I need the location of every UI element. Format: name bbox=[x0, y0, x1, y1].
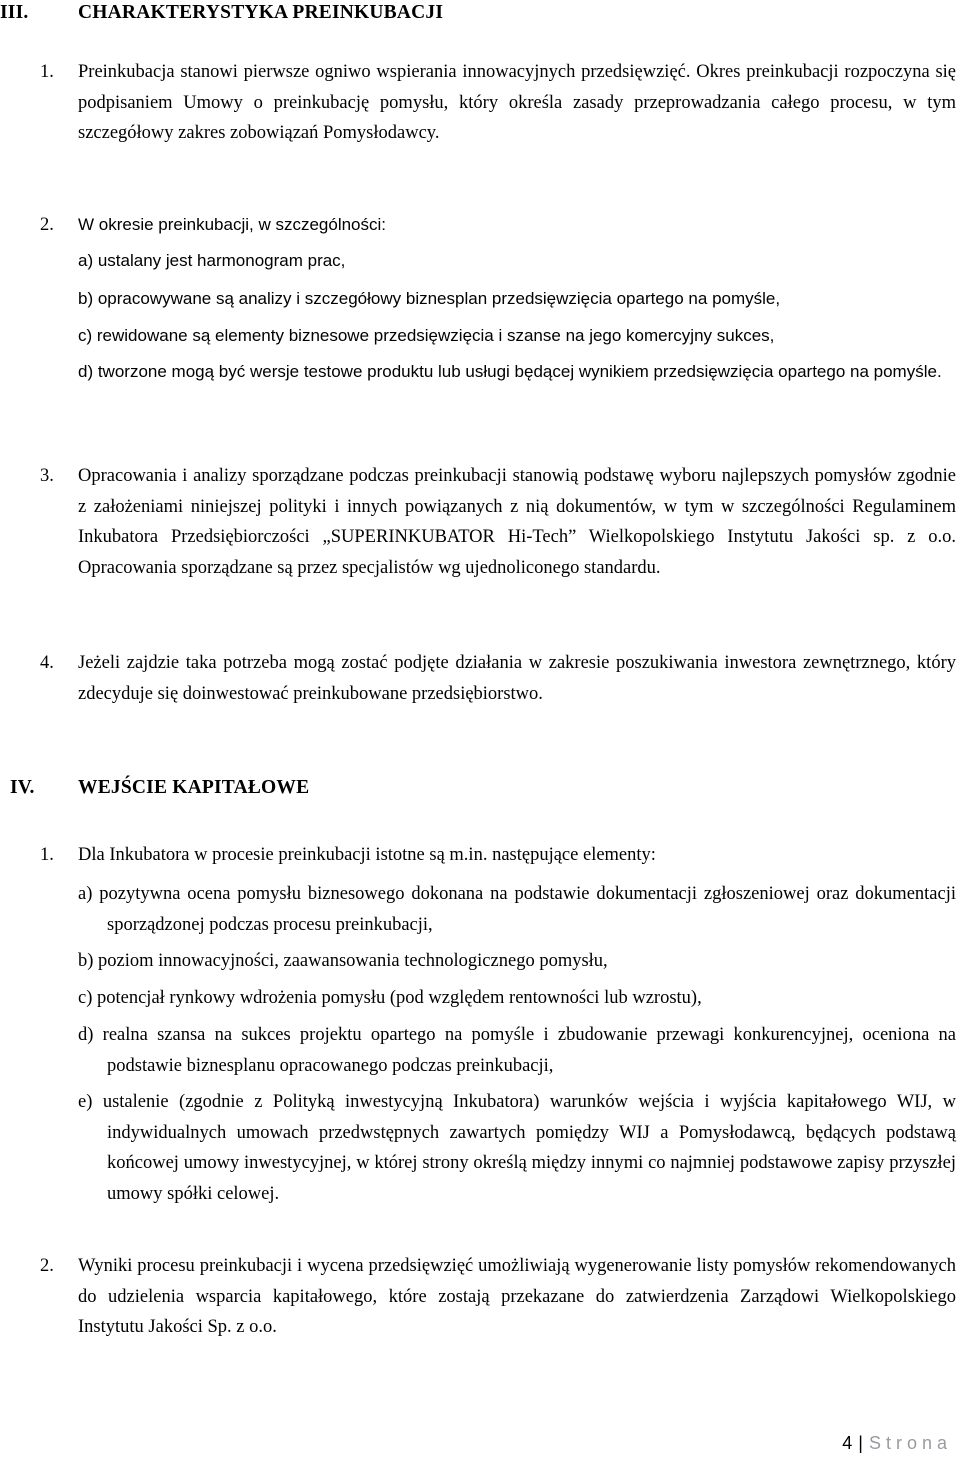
section-4-item-1-sub-c: c) potencjał rynkowy wdrożenia pomysłu (pod względem rentowności lub wzrostu), bbox=[78, 988, 702, 1008]
section-3-item-2-sub-b: b) opracowywane są analizy i szczegółowy biznesplan przedsięwzięcia opartego na pomyśle, bbox=[78, 289, 781, 308]
section-3-title: CHARAKTERYSTYKA PREINKUBACJI bbox=[78, 2, 444, 23]
item-number: 2. bbox=[40, 215, 54, 235]
item-text: Opracowania i analizy sporządzane podczas preinkubacji stanowią podstawę wyboru najlepszych pomysłów zgodnie z założeniami niniejszej polityki i innych powiązanych z nią dokumentów, w tym w szczególności Regulaminem Inkubatora Przedsiębiorczości „SUPERINKUBATOR Hi-Tech” Wielkopolskiego Instytutu Jakości sp. z o.o. Opracowania sporządzane są przez specjalistów wg ujednoliconego standardu. bbox=[78, 466, 956, 578]
section-3-item-2-sub-a: a) ustalany jest harmonogram prac, bbox=[78, 251, 346, 270]
item-number: 1. bbox=[40, 845, 54, 865]
item-text: W okresie preinkubacji, w szczególności: bbox=[78, 215, 387, 234]
section-3-item-2-sub-d: d) tworzone mogą być wersje testowe produktu lub usługi będącej wynikiem przedsięwzięcia opartego na pomyśle. bbox=[78, 362, 942, 381]
footer-separator: | bbox=[858, 1433, 863, 1453]
section-4-item-1-sub-a: a) pozytywna ocena pomysłu biznesowego dokonana na podstawie dokumentacji zgłoszeniowej oraz dokumentacji sporządzonej podczas procesu preinkubacji, bbox=[78, 884, 956, 935]
section-4-item-1-sub-d: d) realna szansa na sukces projektu opartego na pomyśle i zbudowanie przewagi konkurencyjnej, oceniona na podstawie biznesplanu opracowanego podczas preinkubacji, bbox=[78, 1025, 956, 1076]
section-3-item-2-sub-c: c) rewidowane są elementy biznesowe przedsięwzięcia i szanse na jego komercyjny sukces, bbox=[78, 326, 775, 345]
page-number: 4 bbox=[842, 1433, 853, 1453]
item-text: Wyniki procesu preinkubacji i wycena przedsięwzięć umożliwiają wygenerowanie listy pomysłów rekomendowanych do udzielenia wsparcia kapitałowego, które zostają przekazane do zatwierdzenia Zarządowi Wielkopolskiego Instytutu Jakości Sp. z o.o. bbox=[78, 1256, 956, 1337]
item-text: Dla Inkubatora w procesie preinkubacji istotne są m.in. następujące elementy: bbox=[78, 845, 656, 865]
page-word: Strona bbox=[868, 1433, 952, 1453]
item-text: Jeżeli zajdzie taka potrzeba mogą zostać podjęte działania w zakresie poszukiwania inwestora zewnętrznego, który zdecyduje się doinwestować preinkubowane przedsiębiorstwo. bbox=[78, 653, 956, 704]
item-number: 3. bbox=[40, 466, 54, 486]
item-number: 4. bbox=[40, 653, 54, 673]
section-4-item-1-sub-e: e) ustalenie (zgodnie z Polityką inwestycyjną Inkubatora) warunków wejścia i wyjścia kapitałowego WIJ, w indywidualnych umowach przedwstępnych zawartych pomiędzy WIJ a Pomysłodawcą, będących podstawą końcowej umowy inwestycyjnej, w której strony określą między innymi co najmniej podstawowe zapisy przyszłej umowy spółki celowej. bbox=[78, 1092, 956, 1204]
item-number: 2. bbox=[40, 1256, 54, 1276]
section-4-title: WEJŚCIE KAPITAŁOWE bbox=[78, 777, 310, 798]
section-4-item-1-sub-b: b) poziom innowacyjności, zaawansowania technologicznego pomysłu, bbox=[78, 951, 608, 971]
section-4-number: IV. bbox=[10, 777, 35, 798]
section-3-number: III. bbox=[0, 2, 29, 23]
item-text: Preinkubacja stanowi pierwsze ogniwo wspierania innowacyjnych przedsięwzięć. Okres preinkubacji rozpoczyna się podpisaniem Umowy o preinkubację pomysłu, który określa zasady przeprowadzania całego procesu, w tym szczegółowy zakres zobowiązań Pomysłodawcy. bbox=[78, 62, 956, 143]
page-footer bbox=[842, 1433, 952, 1454]
item-number: 1. bbox=[40, 62, 54, 82]
